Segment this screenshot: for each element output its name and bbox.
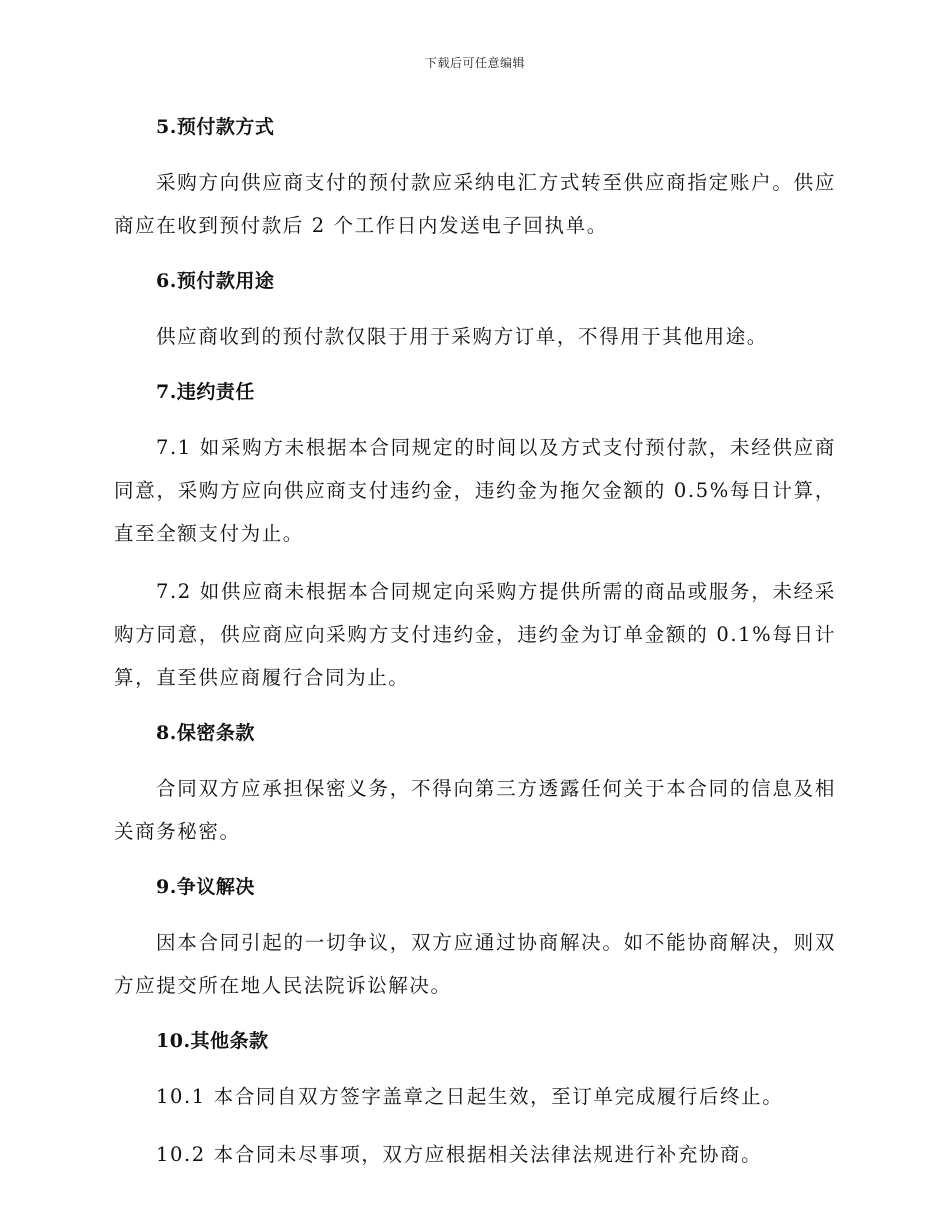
- section-5: [114, 108, 836, 262]
- section-8: [114, 714, 836, 868]
- section-9: [114, 868, 836, 1022]
- section-heading: 10.其他条款: [156, 1030, 269, 1052]
- section-paragraph: 7.2 如供应商未根据本合同规定向采购方提供所需的商品或服务，未经采购方同意，供应商应向采购方支付违约金，违约金为订单金额的 0.1%每日计算，直至供应商履行合同为止。: [114, 580, 836, 689]
- section-heading: 8.保密条款: [156, 722, 255, 744]
- section-paragraph: 采购方向供应商支付的预付款应采纳电汇方式转至供应商指定账户。供应商应在收到预付款后 2 个工作日内发送电子回执单。: [114, 171, 836, 237]
- section-paragraph: 10.1 本合同自双方签字盖章之日起生效，至订单完成履行后终止。: [156, 1085, 784, 1108]
- section-paragraph: 合同双方应承担保密义务，不得向第三方透露任何关于本合同的信息及相关商务秘密。: [114, 777, 836, 843]
- section-10: [114, 1022, 836, 1176]
- section-paragraph: 7.1 如采购方未根据本合同规定的时间以及方式支付预付款，未经供应商同意，采购方应向供应商支付违约金，违约金为拖欠金额的 0.5%每日计算，直至全额支付为止。: [114, 436, 836, 545]
- section-heading: 5.预付款方式: [156, 116, 275, 138]
- section-paragraph: 供应商收到的预付款仅限于用于采购方订单，不得用于其他用途。: [156, 325, 768, 348]
- page-header: 下载后可任意编辑: [424, 56, 525, 70]
- section-7: [114, 373, 836, 714]
- section-heading: 7.违约责任: [156, 381, 255, 403]
- section-heading: 9.争议解决: [156, 876, 255, 898]
- section-6: [114, 262, 836, 373]
- section-paragraph: 因本合同引起的一切争议，双方应通过协商解决。如不能协商解决，则双方应提交所在地人民法院诉讼解决。: [114, 931, 836, 997]
- section-paragraph: 10.2 本合同未尽事项，双方应根据相关法律法规进行补充协商。: [156, 1143, 763, 1166]
- document-body: [114, 108, 836, 1176]
- section-heading: 6.预付款用途: [156, 270, 275, 292]
